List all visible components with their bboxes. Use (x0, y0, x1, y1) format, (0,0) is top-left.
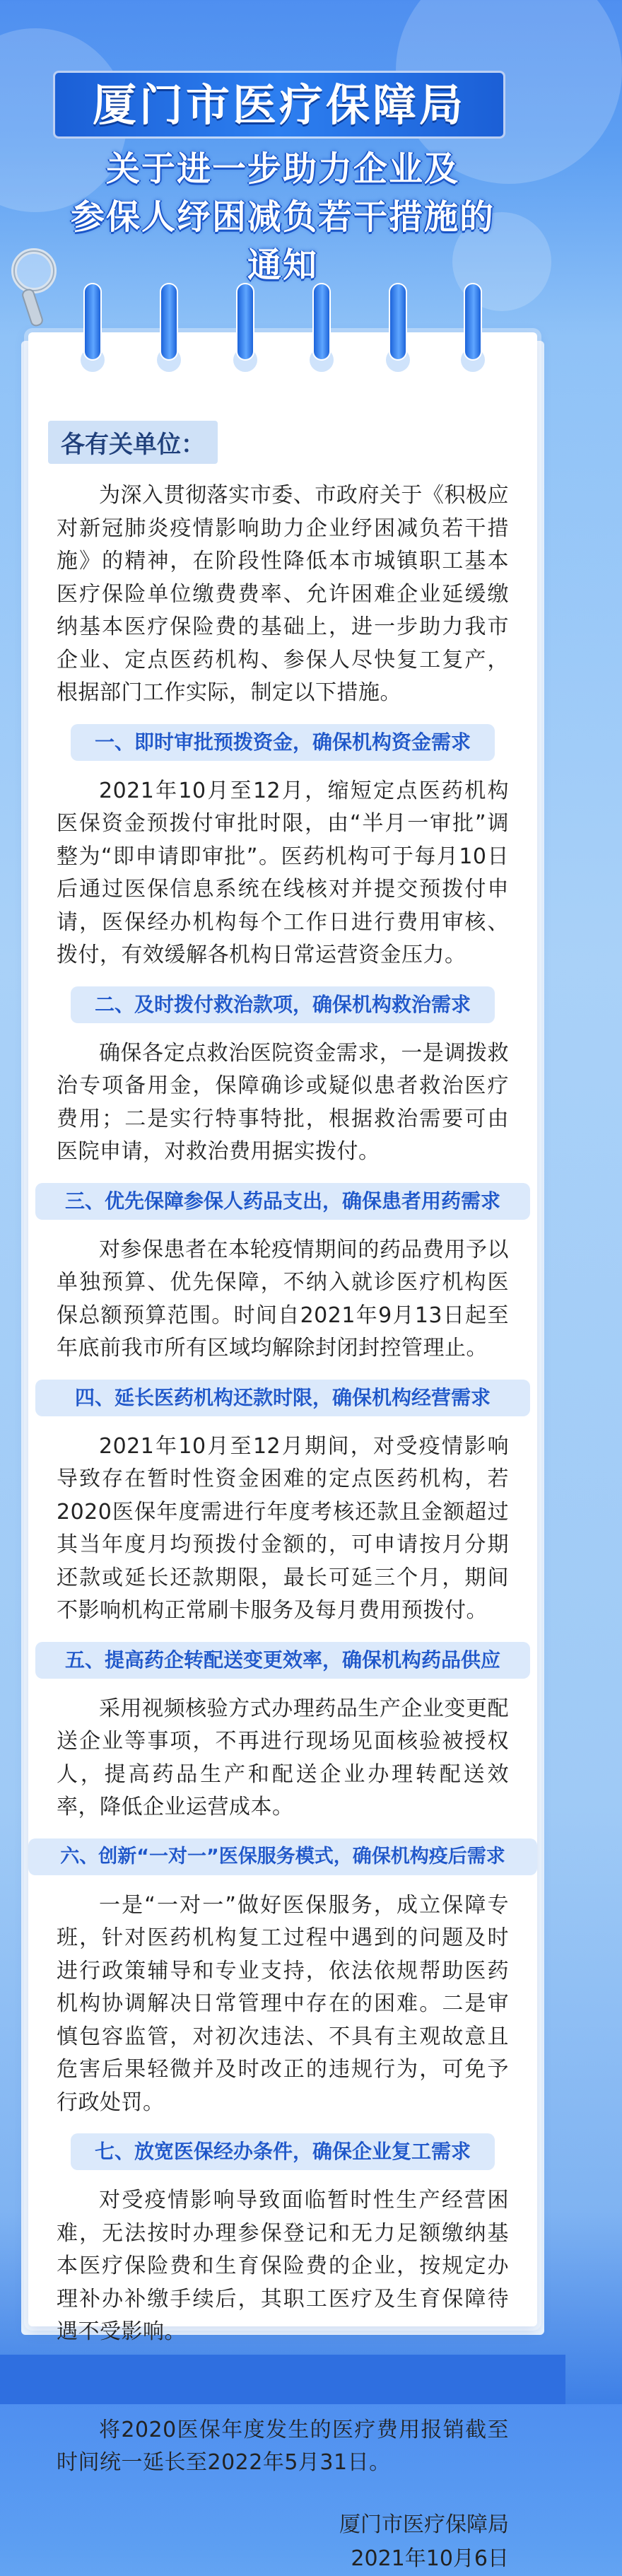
section-body: 2021年10月至12月期间，对受疫情影响导致存在暂时性资金困难的定点医药机构，若2020医保年度需进行年度考核还款且金额超过其当年度月均预拨付金额的，可申请按月分期还款或延长还款期限，最长可延三个月，期间不影响机构正常刷卡服务及每月费用预拨付。 (57, 1433, 509, 1623)
section-title: 七、放宽医保经办条件，确保企业复工需求 (71, 2133, 495, 2170)
section (57, 1642, 509, 1824)
binder-ring-icon (464, 283, 482, 361)
salutation: 各有关单位： (48, 421, 218, 464)
notice-title-line: 参保人纾困减负若干措施的 (70, 197, 495, 237)
notice-title-line: 通知 (247, 245, 318, 285)
binder-rings (83, 283, 482, 368)
binder-ring-icon (160, 283, 178, 361)
page-header (0, 0, 565, 297)
section-body: 将2020医保年度发生的医疗费用报销截至时间统一延长至2022年5月31日。 (57, 2417, 509, 2475)
section-title: 六、创新“一对一”医保服务模式，确保机构疫后需求 (28, 1838, 537, 1875)
notice-title-line: 关于进一步助力企业及 (105, 149, 459, 189)
footer-band (0, 2355, 565, 2404)
notice-content (57, 421, 509, 2576)
spacer (57, 2480, 509, 2508)
section-body: 对参保患者在本轮疫情期间的药品费用予以单独预算、优先保障，不纳入就诊医疗机构医保总额预算范围。时间自2021年9月13日起至年底前我市所有区域均解除封闭封控管理止。 (57, 1237, 509, 1360)
section-title: 一、即时审批预拨资金，确保机构资金需求 (71, 724, 495, 761)
section-body: 2021年10月至12月，缩短定点医药机构医保资金预拨付审批时限，由“半月一审批”调整为“即申请即审批”。医药机构可于每月10日后通过医保信息系统在线核对并提交预拨付申请，医保经办机构每个工作日进行费用审核、拨付，有效缓解各机构日常运营资金压力。 (57, 778, 509, 967)
section-title: 四、延长医药机构还款时限，确保机构经营需求 (35, 1380, 530, 1416)
binder-ring-icon (389, 283, 407, 361)
section (57, 724, 509, 972)
section-title: 五、提高药企转配送变更效率，确保机构药品供应 (35, 1642, 530, 1679)
section-body: 对受疫情影响导致面临暂时性生产经营困难，无法按时办理参保登记和无力足额缴纳基本医疗保险费和生育保险费的企业，按规定办理补办补缴手续后，其职工医疗及生育保障待遇不受影响。 (57, 2188, 509, 2344)
magnifier-icon (6, 244, 66, 329)
section (57, 1838, 509, 2120)
section (57, 1380, 509, 1628)
section-body: 确保各定点救治医院资金需求，一是调拨救治专项备用金，保障确诊或疑似患者救治医疗费用；二是实行特事特批，根据救治需要可由医院申请，对救治费用据实拨付。 (57, 1040, 509, 1164)
binder-ring-icon (236, 283, 254, 361)
section (57, 1183, 509, 1365)
section-title: 二、及时拨付救治款项，确保机构救治需求 (71, 986, 495, 1023)
section (57, 986, 509, 1169)
section-title: 三、优先保障参保人药品支出，确保患者用药需求 (35, 1183, 530, 1220)
section-body: 采用视频核验方式办理药品生产企业变更配送企业等事项，不再进行现场见面核验被授权人，提高药品生产和配送企业办理转配送效率，降低企业运营成本。 (57, 1696, 509, 1819)
intro-paragraph: 为深入贯彻落实市委、市政府关于《积极应对新冠肺炎疫情影响助力企业纾困减负若干措施》的精神，在阶段性降低本市城镇职工基本医疗保险单位缴费费率、允许困难企业延缓缴纳基本医疗保险费的基础上，进一步助力我市企业、定点医药机构、参保人尽快复工复产，根据部门工作实际，制定以下措施。 (57, 483, 509, 705)
signature-date: 2021年10月6日 (351, 2546, 509, 2571)
binder-ring-icon (83, 283, 102, 361)
agency-title: 厦门市医疗保障局 (53, 71, 505, 139)
signature-org: 厦门市医疗保障局 (339, 2512, 509, 2537)
notice-title (28, 145, 537, 289)
binder-ring-icon (312, 283, 331, 361)
section-body: 一是“一对一”做好医保服务，成立保障专班，针对医药机构复工过程中遇到的问题及时进行政策辅导和专业支持，依法依规帮助医药机构协调解决日常管理中存在的困难。二是审慎包容监管，对初次违法、不具有主观故意且危害后果轻微并及时改正的违规行为，可免予行政处罚。 (57, 1892, 509, 2115)
section (57, 2133, 509, 2349)
